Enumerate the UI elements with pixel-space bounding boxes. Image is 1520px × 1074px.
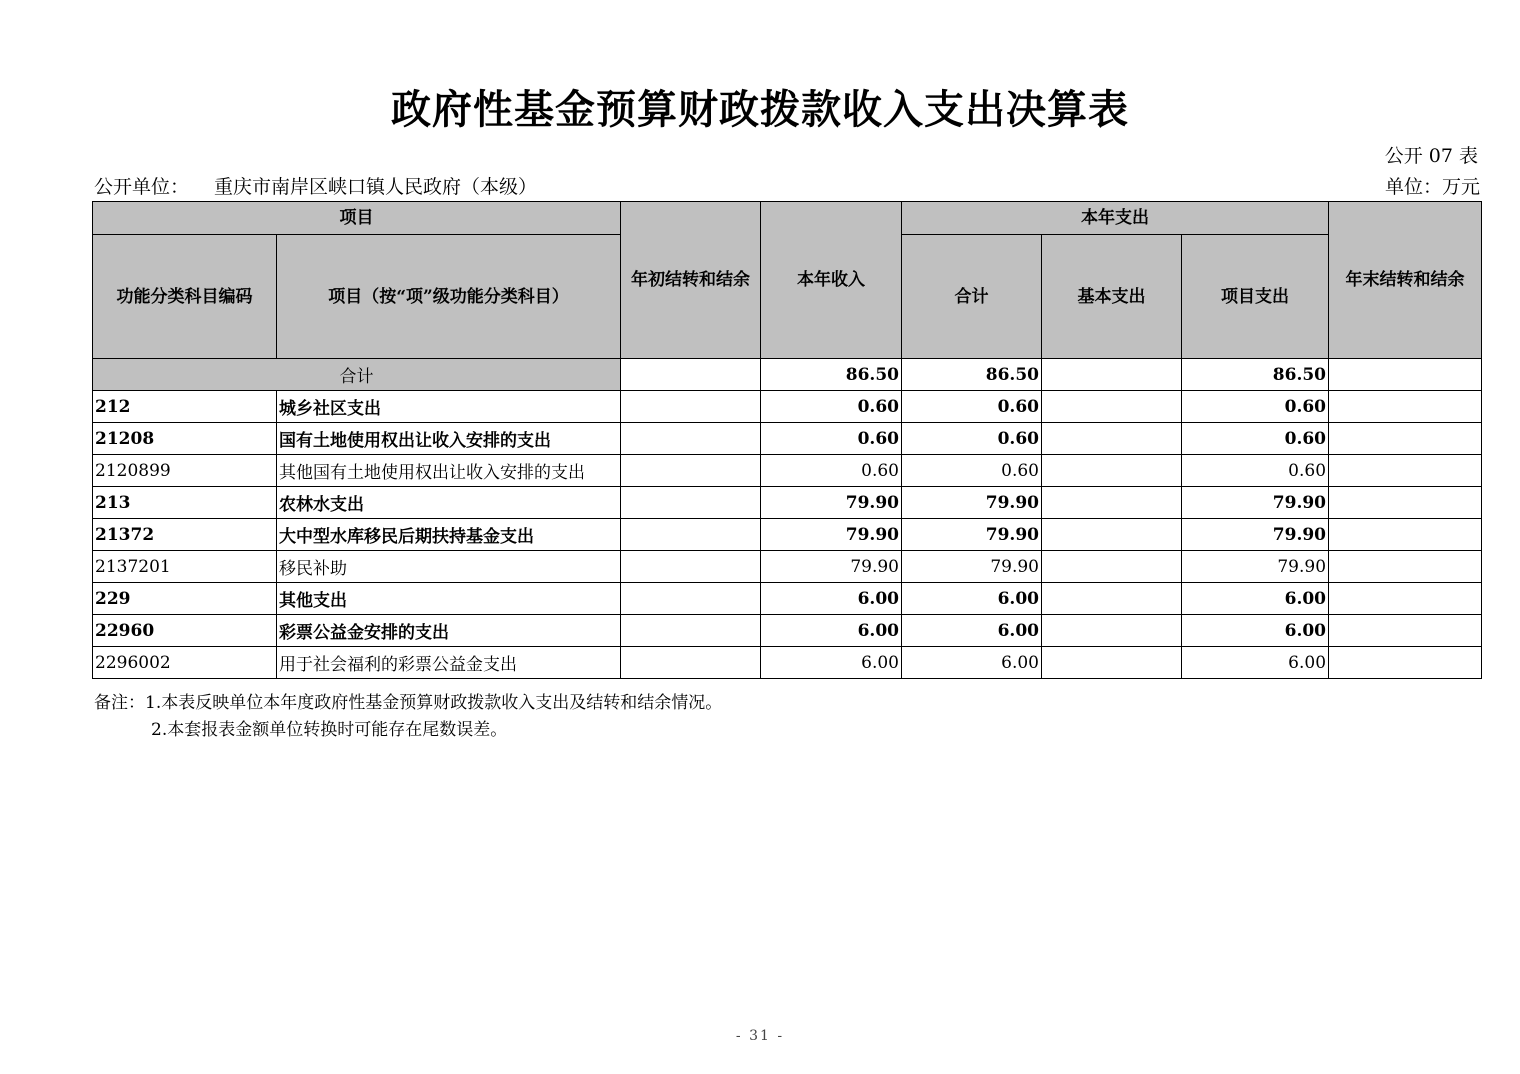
row-expense: 0.60 <box>902 423 1042 455</box>
header-opening-balance: 年初结转和结余 <box>621 202 761 359</box>
header-row-1 <box>93 202 1482 235</box>
table-row <box>93 423 1482 455</box>
row-expense: 0.60 <box>902 455 1042 487</box>
row-project: 6.00 <box>1182 647 1329 679</box>
row-project: 0.60 <box>1182 423 1329 455</box>
row-expense: 0.60 <box>902 391 1042 423</box>
note-line-1: 备注：1.本表反映单位本年度政府性基金预算财政拨款收入支出及结转和结余情况。 <box>94 693 723 713</box>
row-basic <box>1042 647 1182 679</box>
row-code: 21372 <box>93 519 277 551</box>
row-closing <box>1329 519 1482 551</box>
currency-unit: 单位：万元 <box>1384 176 1480 198</box>
row-opening <box>621 551 761 583</box>
row-project: 0.60 <box>1182 455 1329 487</box>
row-income: 6.00 <box>761 583 902 615</box>
row-closing <box>1329 423 1482 455</box>
row-closing <box>1329 391 1482 423</box>
header-code: 功能分类科目编码 <box>93 235 277 359</box>
total-project: 86.50 <box>1182 359 1329 391</box>
row-closing <box>1329 583 1482 615</box>
table-row <box>93 455 1482 487</box>
row-expense: 79.90 <box>902 519 1042 551</box>
row-opening <box>621 423 761 455</box>
row-expense: 6.00 <box>902 647 1042 679</box>
form-code: 公开 07 表 <box>1384 145 1478 167</box>
row-opening <box>621 519 761 551</box>
row-name: 大中型水库移民后期扶持基金支出 <box>277 519 621 551</box>
header-item: 项目 <box>93 202 621 235</box>
row-basic <box>1042 551 1182 583</box>
total-expense: 86.50 <box>902 359 1042 391</box>
row-basic <box>1042 391 1182 423</box>
row-income: 0.60 <box>761 391 902 423</box>
note-line-2: 2.本套报表金额单位转换时可能存在尾数误差。 <box>151 720 508 740</box>
row-code: 229 <box>93 583 277 615</box>
table-row <box>93 551 1482 583</box>
row-project: 79.90 <box>1182 551 1329 583</box>
row-expense: 79.90 <box>902 551 1042 583</box>
total-basic <box>1042 359 1182 391</box>
row-income: 6.00 <box>761 647 902 679</box>
row-code: 212 <box>93 391 277 423</box>
total-income: 86.50 <box>761 359 902 391</box>
table-row <box>93 391 1482 423</box>
total-closing <box>1329 359 1482 391</box>
table-row <box>93 583 1482 615</box>
total-label: 合计 <box>93 359 621 391</box>
row-closing <box>1329 487 1482 519</box>
total-opening <box>621 359 761 391</box>
row-expense: 6.00 <box>902 583 1042 615</box>
table-row <box>93 647 1482 679</box>
row-income: 0.60 <box>761 455 902 487</box>
row-name: 其他国有土地使用权出让收入安排的支出 <box>277 455 621 487</box>
header-closing-balance: 年末结转和结余 <box>1329 202 1482 359</box>
row-code: 213 <box>93 487 277 519</box>
header-project: 项目支出 <box>1182 235 1329 359</box>
row-income: 79.90 <box>761 551 902 583</box>
table-row <box>93 519 1482 551</box>
row-name: 用于社会福利的彩票公益金支出 <box>277 647 621 679</box>
table-row <box>93 615 1482 647</box>
total-row <box>93 359 1482 391</box>
row-project: 79.90 <box>1182 519 1329 551</box>
row-code: 21208 <box>93 423 277 455</box>
header-name: 项目（按“项”级功能分类科目） <box>277 235 621 359</box>
row-project: 79.90 <box>1182 487 1329 519</box>
row-basic <box>1042 615 1182 647</box>
header-income: 本年收入 <box>761 202 902 359</box>
header-basic: 基本支出 <box>1042 235 1182 359</box>
page-number: - 31 - <box>735 1028 785 1044</box>
row-income: 6.00 <box>761 615 902 647</box>
row-expense: 6.00 <box>902 615 1042 647</box>
row-closing <box>1329 455 1482 487</box>
row-basic <box>1042 423 1182 455</box>
row-opening <box>621 391 761 423</box>
row-basic <box>1042 583 1182 615</box>
row-name: 农林水支出 <box>277 487 621 519</box>
row-expense: 79.90 <box>902 487 1042 519</box>
org-label: 公开单位： <box>94 176 190 198</box>
row-income: 79.90 <box>761 487 902 519</box>
unit-row <box>94 174 1480 200</box>
row-project: 0.60 <box>1182 391 1329 423</box>
table-row <box>93 487 1482 519</box>
row-code: 2137201 <box>93 551 277 583</box>
row-code: 2296002 <box>93 647 277 679</box>
row-opening <box>621 487 761 519</box>
row-opening <box>621 583 761 615</box>
row-code: 2120899 <box>93 455 277 487</box>
org-name: 重庆市南岸区峡口镇人民政府（本级） <box>214 176 538 198</box>
row-basic <box>1042 487 1182 519</box>
row-opening <box>621 615 761 647</box>
row-closing <box>1329 647 1482 679</box>
row-closing <box>1329 551 1482 583</box>
row-closing <box>1329 615 1482 647</box>
header-expense: 本年支出 <box>902 202 1329 235</box>
row-project: 6.00 <box>1182 583 1329 615</box>
row-name: 国有土地使用权出让收入安排的支出 <box>277 423 621 455</box>
row-name: 彩票公益金安排的支出 <box>277 615 621 647</box>
row-project: 6.00 <box>1182 615 1329 647</box>
row-name: 城乡社区支出 <box>277 391 621 423</box>
budget-table <box>92 201 1482 679</box>
row-basic <box>1042 455 1182 487</box>
row-code: 22960 <box>93 615 277 647</box>
notes <box>94 690 722 744</box>
row-opening <box>621 455 761 487</box>
row-basic <box>1042 519 1182 551</box>
row-opening <box>621 647 761 679</box>
row-income: 79.90 <box>761 519 902 551</box>
header-expense-total: 合计 <box>902 235 1042 359</box>
row-name: 移民补助 <box>277 551 621 583</box>
row-income: 0.60 <box>761 423 902 455</box>
row-name: 其他支出 <box>277 583 621 615</box>
document-title: 政府性基金预算财政拨款收入支出决算表 <box>391 86 1129 133</box>
